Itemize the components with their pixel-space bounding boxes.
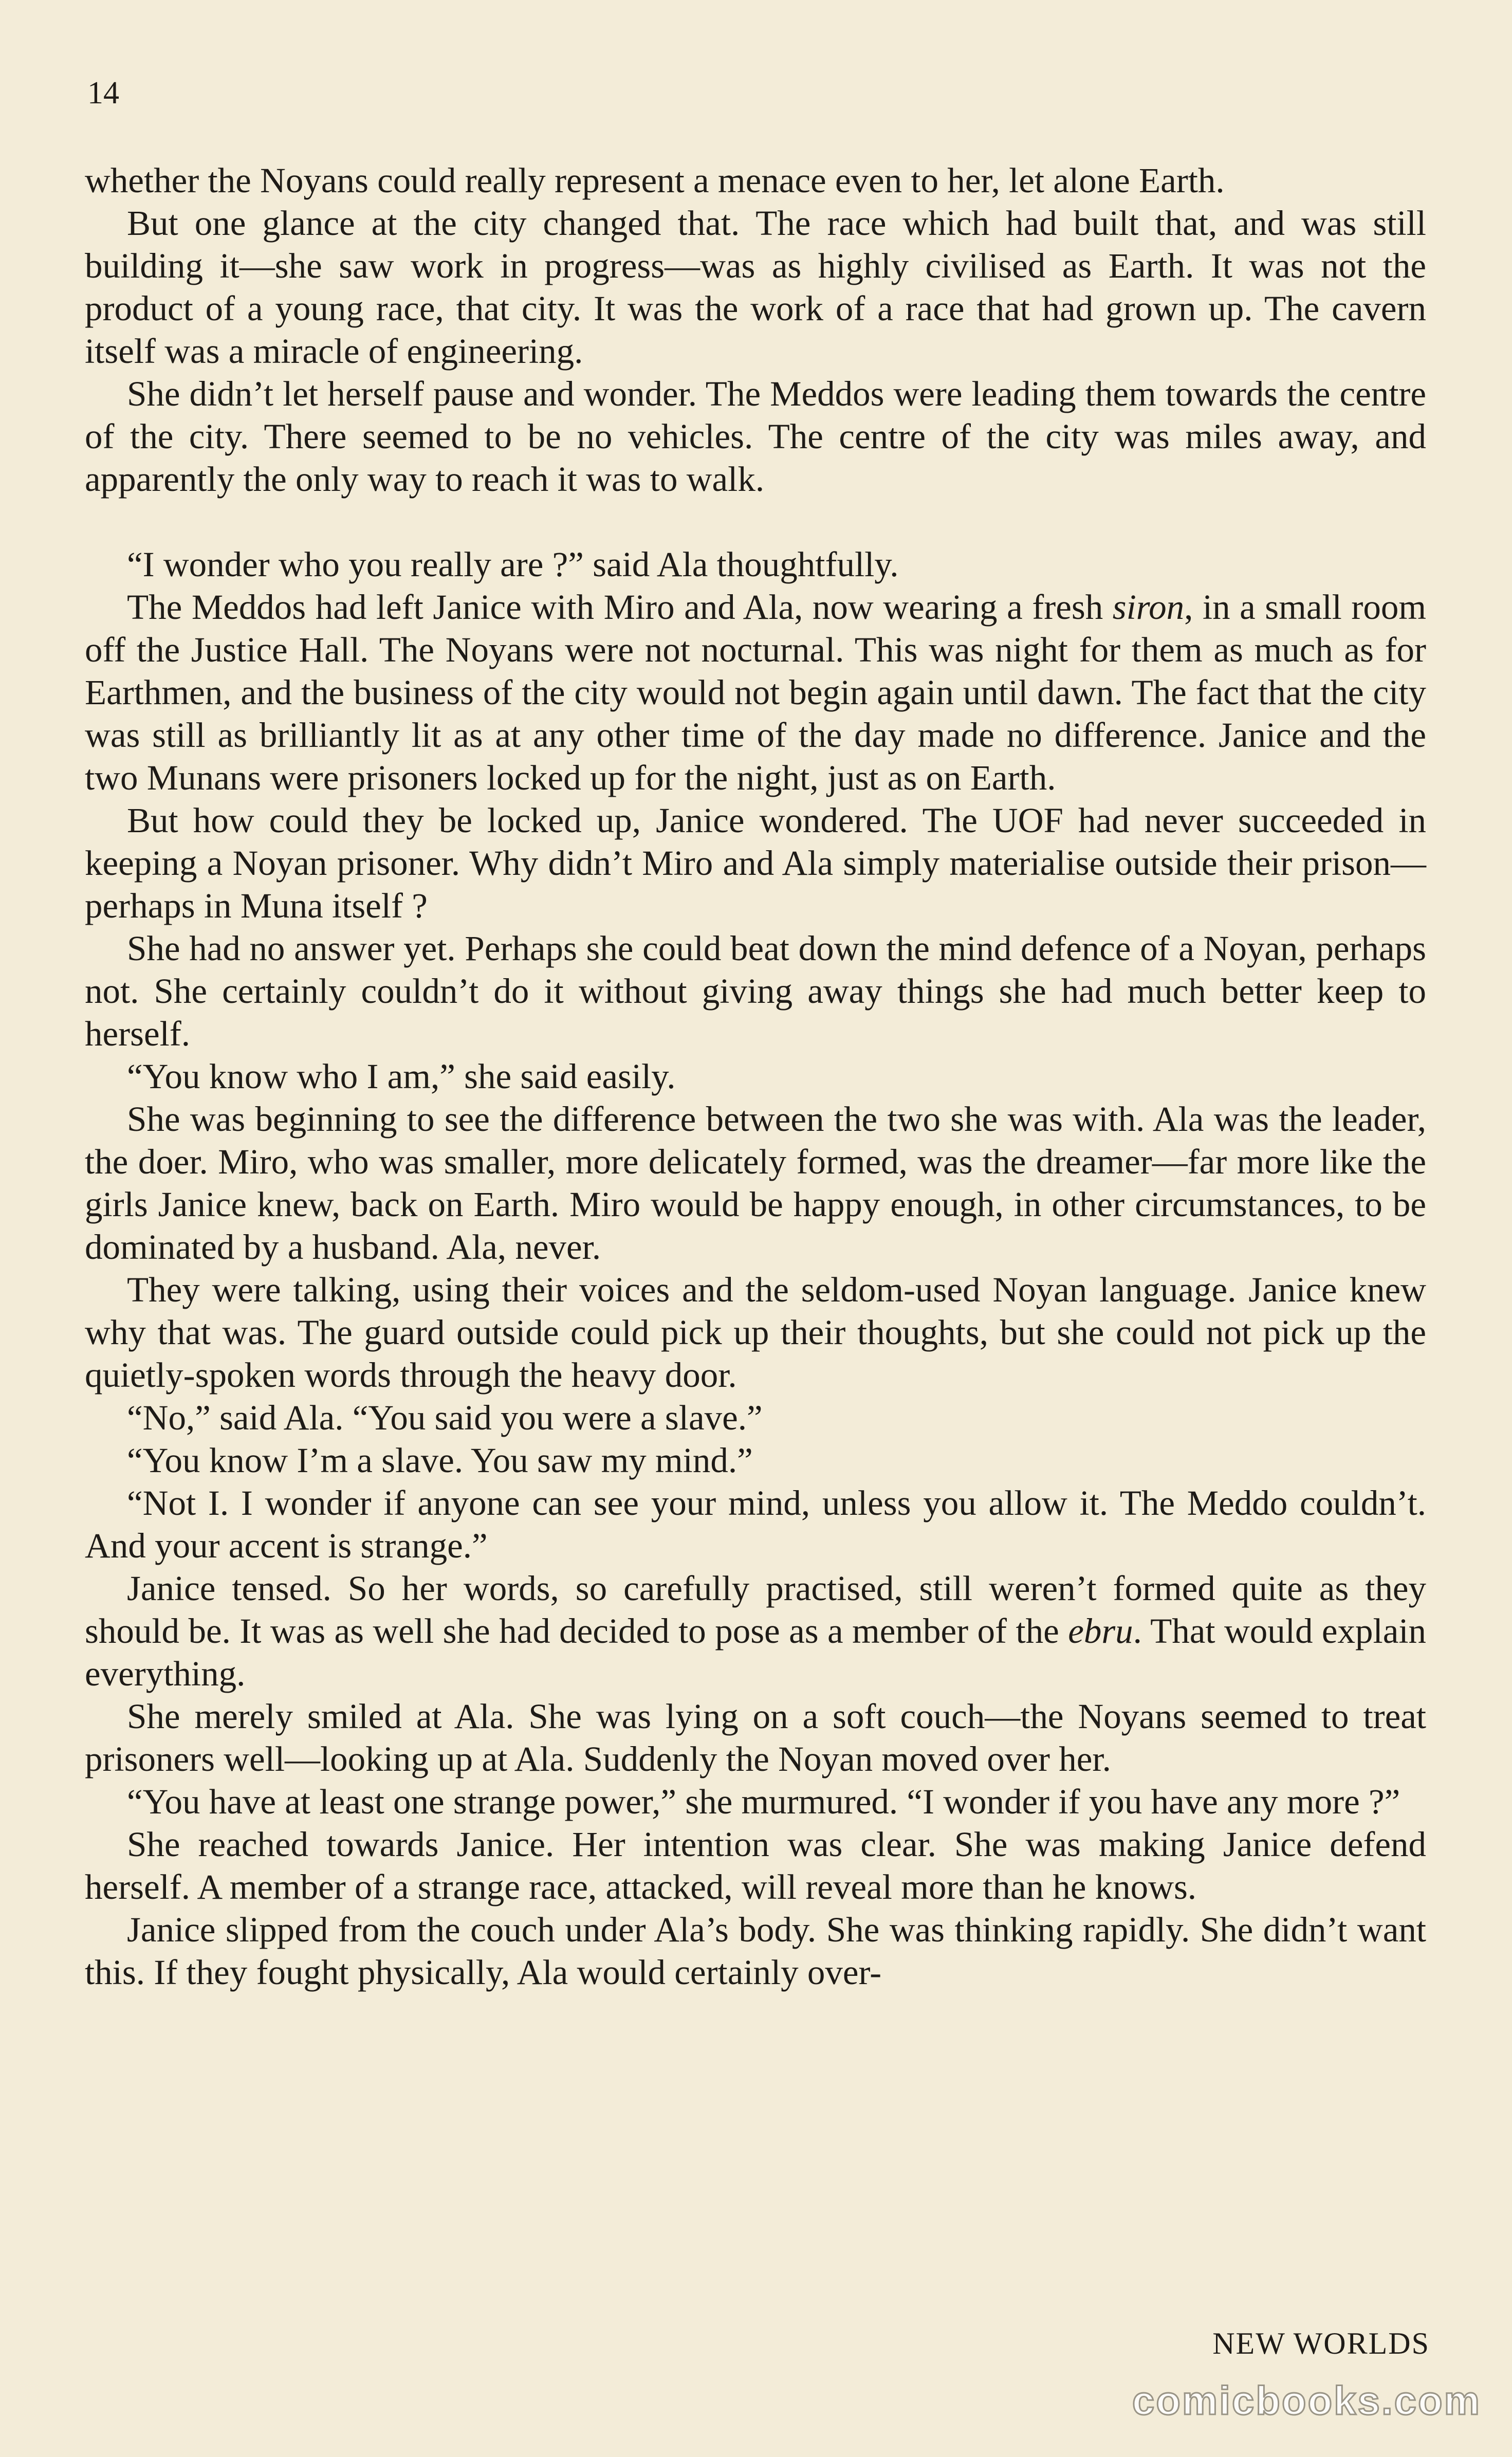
magazine-footer: NEW WORLDS bbox=[1212, 2326, 1430, 2360]
page-number: 14 bbox=[87, 76, 119, 111]
paragraph: But one glance at the city changed that. The race which had built that, and was still building it—she saw work in progress—was as highly civilised as Earth. It was not the product of a young race, that city. It was the work of a race that had grown up. The cavern itself was a miracle of engineering. bbox=[85, 204, 1426, 371]
article-body bbox=[85, 159, 1426, 1994]
paragraph: “You have at least one strange power,” she murmured. “I wonder if you have any more ?” bbox=[127, 1782, 1400, 1821]
paragraph: whether the Noyans could really represent a menace even to her, let alone Earth. bbox=[85, 161, 1225, 200]
paragraph: She didn’t let herself pause and wonder. The Meddos were leading them towards the centre of the city. There seemed to be no vehicles. The centre of the city was miles away, and apparently the only way to reach it was to walk. bbox=[85, 374, 1426, 499]
paragraph: The Meddos had left Janice with Miro and Ala, now wearing a fresh siron, in a small room off the Justice Hall. The Noyans were not nocturnal. This was night for them as much as for Earthmen, and the business of the city would not begin again until dawn. The fact that the city was still as brilliantly lit as at any other time of the day made no difference. Janice and the two Munans were prisoners locked up for the night, just as on Earth. bbox=[85, 588, 1426, 797]
paragraph: She was beginning to see the difference between the two she was with. Ala was the leader, the doer. Miro, who was smaller, more delicately formed, was the dreamer—far more like the girls Janice knew, back on Earth. Miro would be happy enough, in other circumstances, to be dominated by a husband. Ala, never. bbox=[85, 1099, 1426, 1267]
paragraph: But how could they be locked up, Janice wondered. The UOF had never succeeded in keeping a Noyan prisoner. Why didn’t Miro and Ala simply materialise outside their prison—perhaps in Muna itself ? bbox=[85, 801, 1426, 925]
paragraph: She had no answer yet. Perhaps she could beat down the mind defence of a Noyan, perhaps not. She certainly couldn’t do it without giving away things she had much better keep to herself. bbox=[85, 929, 1426, 1053]
paragraph: She reached towards Janice. Her intention was clear. She was making Janice defend herself. A member of a strange race, attacked, will reveal more than he knows. bbox=[85, 1825, 1426, 1906]
paragraph: “Not I. I wonder if anyone can see your mind, unless you allow it. The Meddo couldn’t. And your accent is strange.” bbox=[85, 1483, 1426, 1565]
paragraph: “No,” said Ala. “You said you were a slave.” bbox=[127, 1398, 763, 1437]
paragraph: “You know I’m a slave. You saw my mind.” bbox=[127, 1441, 753, 1480]
paragraph: Janice slipped from the couch under Ala’s body. She was thinking rapidly. She didn’t want this. If they fought physically, Ala would certainly over- bbox=[85, 1910, 1426, 1992]
paragraph: They were talking, using their voices and the seldom-used Noyan language. Janice knew why that was. The guard outside could pick up their thoughts, but she could not pick up the quietly-spoken words through the heavy door. bbox=[85, 1270, 1426, 1395]
paragraph: “You know who I am,” she said easily. bbox=[127, 1057, 676, 1096]
paragraph: Janice tensed. So her words, so carefully practised, still weren’t formed quite as they should be. It was as well she had decided to pose as a member of the ebru. That would explain everything. bbox=[85, 1569, 1426, 1693]
watermark: comicbooks.com bbox=[1132, 2378, 1481, 2423]
paragraph: “I wonder who you really are ?” said Ala thoughtfully. bbox=[127, 545, 899, 584]
paragraph: She merely smiled at Ala. She was lying on a soft couch—the Noyans seemed to treat prisoners well—looking up at Ala. Suddenly the Noyan moved over her. bbox=[85, 1697, 1426, 1778]
